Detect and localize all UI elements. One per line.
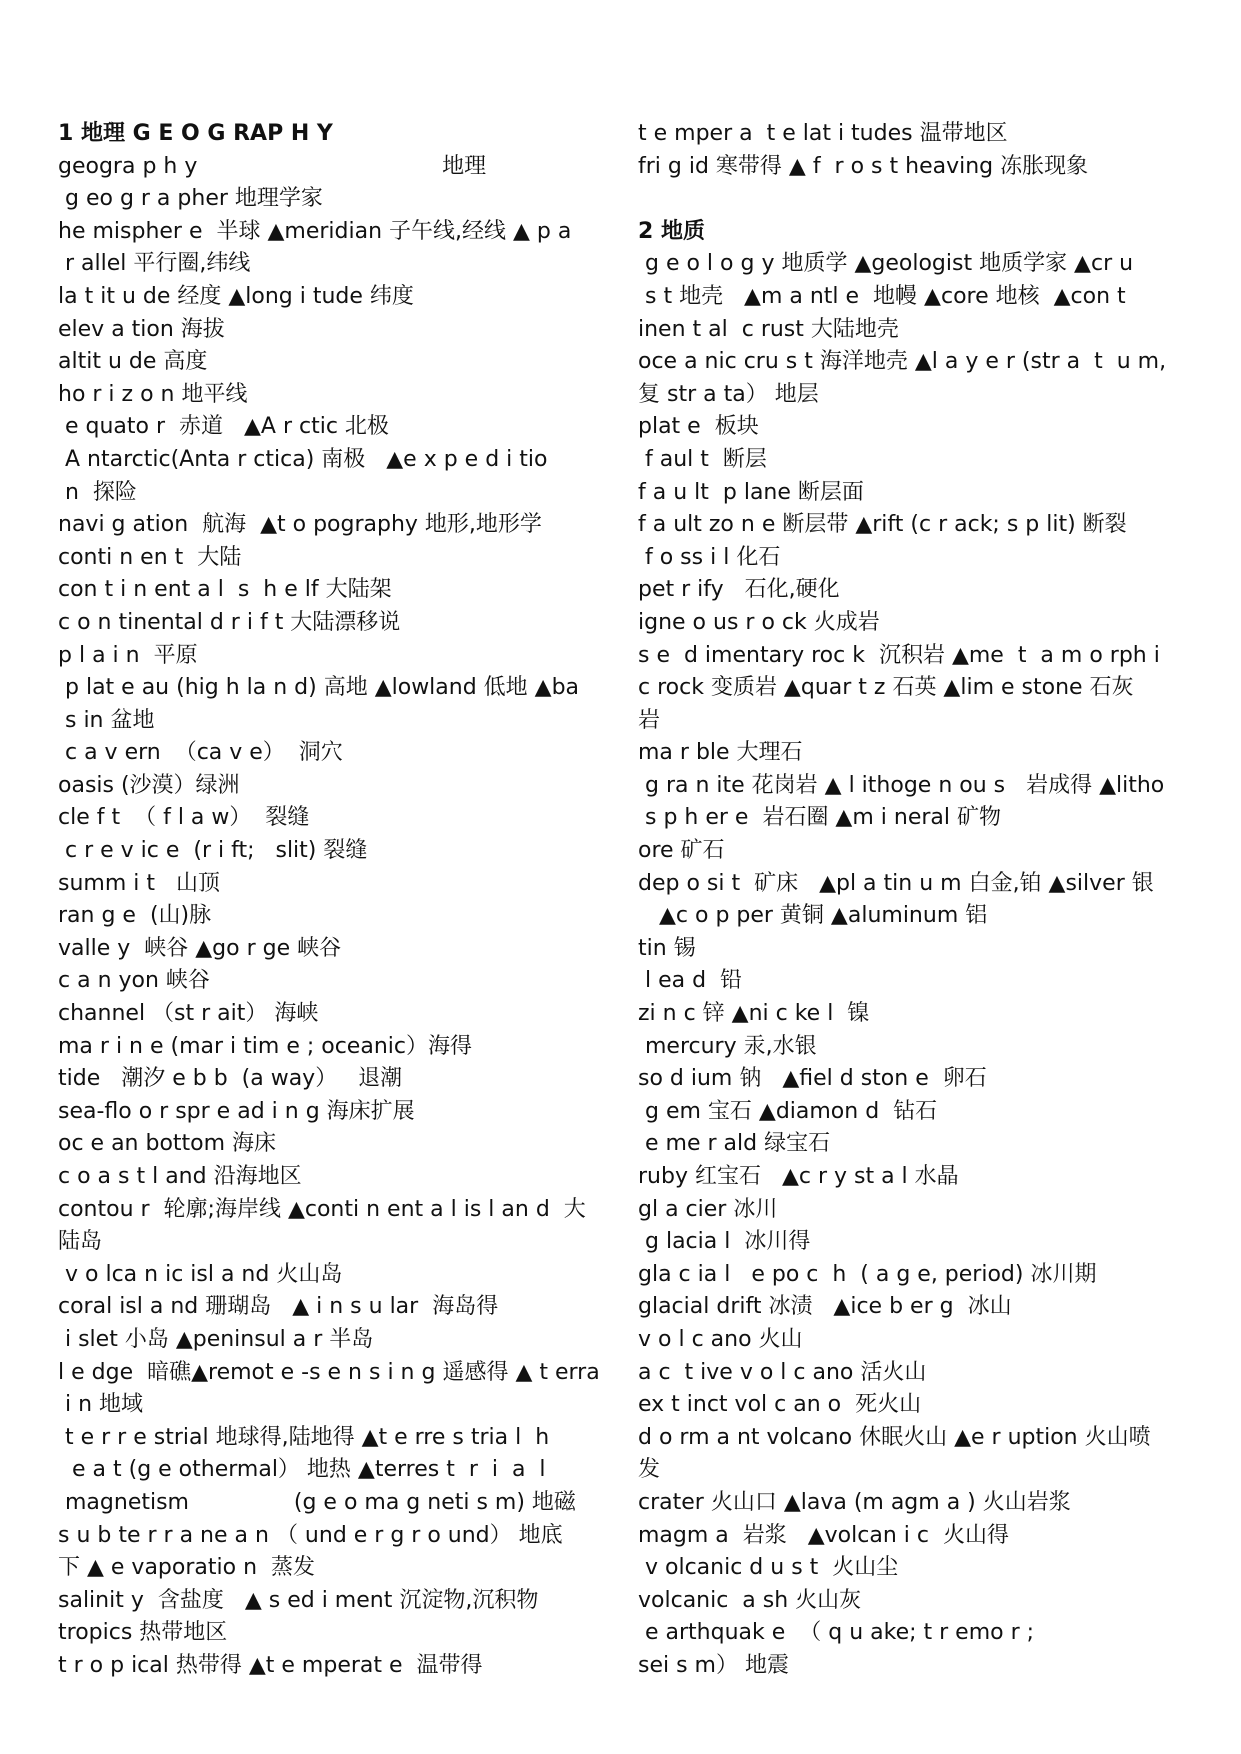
text-line: e quato r 赤道 ▲A r ctic 北极 (58, 414, 389, 440)
text-line: ran g e (山)脉 (58, 903, 212, 929)
text-line: s t 地壳 ▲m a ntl e 地幔 ▲core 地核 ▲con t (638, 283, 1126, 309)
text-line: ex t inct vol c an o 死火山 (638, 1392, 922, 1418)
text-line: geogra p h y 地理 (58, 153, 487, 179)
text-line: t r o p ical 热带得 ▲t e mperat e 温带得 (58, 1652, 483, 1678)
text-line: sei s m） 地震 (638, 1652, 789, 1678)
text-line: 1 地理 G E O G RAP H Y (58, 121, 333, 146)
text-line: f o ss i l 化石 (638, 544, 781, 570)
text-line: 发 (638, 1457, 661, 1483)
text-line: magm a 岩浆 ▲volcan i c 火山得 (638, 1522, 1009, 1548)
text-line: d o rm a nt volcano 休眠火山 ▲e r uption 火山喷 (638, 1424, 1151, 1450)
text-line: con t i n ent a l s h e lf 大陆架 (58, 577, 392, 603)
text-line: r allel 平行圈,纬线 (58, 251, 251, 277)
text-line: salinit y 含盐度 ▲ s ed i ment 沉淀物,沉积物 (58, 1587, 539, 1613)
text-line: la t it u de 经度 ▲long i tude 纬度 (58, 283, 414, 309)
text-line: inen t al c rust 大陆地壳 (638, 316, 899, 342)
text-line: coral isl a nd 珊瑚岛 ▲ i n s u lar 海岛得 (58, 1294, 499, 1320)
text-line: tide 潮汐 e b b (a way） 退潮 (58, 1066, 403, 1092)
text-line: c a v ern （ca v e） 洞穴 (58, 740, 343, 766)
text-line: ho r i z o n 地平线 (58, 381, 248, 407)
text-line: t e r r e strial 地球得,陆地得 ▲t e rre s tria l h (58, 1424, 550, 1450)
text-line: dep o si t 矿床 ▲pl a tin u m 白金,铂 ▲silver 银 (638, 870, 1154, 896)
text-line: c o a s t l and 沿海地区 (58, 1164, 302, 1189)
text-line: zi n c 锌 ▲ni c ke l 镍 (638, 1001, 870, 1027)
text-line: mercury 汞,水银 (638, 1033, 817, 1059)
text-line: glacial drift 冰渍 ▲ice b er g 冰山 (638, 1294, 1012, 1320)
text-line: so d ium 钠 ▲fiel d ston e 卵石 (638, 1066, 987, 1092)
text-line: pet r ify 石化,硬化 (638, 577, 840, 603)
text-line: igne o us r o ck 火成岩 (638, 609, 880, 635)
text-line: crater 火山口 ▲lava (m agm a ) 火山岩浆 (638, 1489, 1071, 1515)
text-line: s p h er e 岩石圈 ▲m i neral 矿物 (638, 805, 1001, 831)
text-line: elev a tion 海拔 (58, 316, 225, 342)
text-line: oasis (沙漠）绿洲 (58, 772, 240, 798)
text-line: f a ult zo n e 断层带 ▲rift (c r ack; s p lit) 断裂 (638, 512, 1127, 538)
text-line: v o lca n ic isl a nd 火山岛 (58, 1261, 343, 1287)
text-line: volcanic a sh 火山灰 (638, 1587, 862, 1613)
text-line: s in 盆地 (58, 707, 155, 733)
text-line: gla c ia l e po c h ( a g e, period) 冰川期 (638, 1261, 1097, 1287)
text-line: sea-flo o r spr e ad i n g 海床扩展 (58, 1098, 415, 1124)
text-line: g em 宝石 ▲diamon d 钻石 (638, 1098, 938, 1124)
text-line: l ea d 铅 (638, 968, 743, 994)
text-line: ma r ble 大理石 (638, 740, 803, 766)
text-line: ruby 红宝石 ▲c r y st a l 水晶 (638, 1164, 959, 1189)
text-line: c o n tinental d r i f t 大陆漂移说 (58, 609, 401, 635)
text-line (638, 183, 1183, 216)
text-line: 下 ▲ e vaporatio n 蒸发 (58, 1555, 316, 1581)
text-line: tropics 热带地区 (58, 1620, 228, 1646)
text-line: i slet 小岛 ▲peninsul a r 半岛 (58, 1326, 374, 1352)
text-line: valle y 峡谷 ▲go r ge 峡谷 (58, 935, 342, 961)
text-line: 陆岛 (58, 1229, 103, 1255)
text-line: magnetism (g e o ma g neti s m) 地磁 (58, 1489, 576, 1515)
text-line: A ntarctic(Anta r ctica) 南极 ▲e x p e d i tio (58, 446, 548, 472)
text-line: channel （st r ait） 海峡 (58, 1001, 319, 1027)
text-line: e me r ald 绿宝石 (638, 1131, 831, 1157)
text-line: ▲c o p per 黄铜 ▲aluminum 铝 (638, 903, 988, 929)
text-line: c rock 变质岩 ▲quar t z 石英 ▲lim e stone 石灰 (638, 675, 1134, 701)
text-line: p l a i n 平原 (58, 642, 198, 668)
text-line: 岩 (638, 707, 661, 733)
text-line: 2 地质 (638, 218, 705, 244)
text-line: c r e v ic e (r i ft; slit) 裂缝 (58, 838, 368, 864)
text-line: conti n en t 大陆 (58, 544, 242, 570)
text-line: ma r i n e (mar i tim e ; oceanic）海得 (58, 1033, 472, 1059)
text-line: e a t (g e othermal） 地热 ▲terres t r i a l (58, 1457, 546, 1483)
text-line: c a n yon 峡谷 (58, 968, 210, 994)
text-line: altit u de 高度 (58, 349, 208, 375)
text-line: p lat e au (hig h la n d) 高地 ▲lowland 低地 ▲ba (58, 675, 580, 701)
text-line: e arthquak e （ q u ake; t r emo r ; (638, 1620, 1035, 1646)
text-line: cle f t （ f l a w） 裂缝 (58, 805, 310, 831)
text-line: n 探险 (58, 479, 137, 505)
text-line: f a u lt p lane 断层面 (638, 479, 864, 505)
text-line: tin 锡 (638, 935, 696, 961)
text-line: s u b te r r a ne a n （ und e r g r o und） 地底 (58, 1522, 563, 1548)
text-line: g e o l o g y 地质学 ▲geologist 地质学家 ▲cr u (638, 251, 1134, 277)
text-line: v o l c ano 火山 (638, 1326, 803, 1352)
text-line: g lacia l 冰川得 (638, 1229, 811, 1255)
text-line: oc e an bottom 海床 (58, 1131, 277, 1157)
text-line: i n 地域 (58, 1392, 144, 1418)
text-line: s e d imentary roc k 沉积岩 ▲me t a m o rph i (638, 642, 1160, 668)
text-line: t e mper a t e lat i tudes 温带地区 (638, 121, 1008, 146)
text-line: summ i t 山顶 (58, 870, 220, 896)
text-line: f aul t 断层 (638, 446, 767, 472)
text-line: l e dge 暗礁▲remot e -s e n s i n g 遥感得 ▲ t erra (58, 1359, 600, 1385)
text-line: ore 矿石 (638, 838, 725, 864)
text-line: contou r 轮廓;海岸线 ▲conti n ent a l is l an d 大 (58, 1196, 586, 1222)
text-line: g eo g r a pher 地理学家 (58, 186, 323, 212)
right-column (638, 118, 1183, 1683)
text-line: he mispher e 半球 ▲meridian 子午线,经线 ▲ p a (58, 218, 572, 244)
text-line: oce a nic cru s t 海洋地壳 ▲l a y e r (str a t u m, (638, 349, 1167, 375)
text-line: 复 str a ta） 地层 (638, 381, 819, 407)
text-line: gl a cier 冰川 (638, 1196, 778, 1222)
left-column (58, 118, 603, 1683)
text-line: g ra n ite 花岗岩 ▲ l ithoge n ou s 岩成得 ▲litho (638, 772, 1165, 798)
text-line: fri g id 寒带得 ▲ f r o s t heaving 冻胀现象 (638, 153, 1089, 179)
text-line: plat e 板块 (638, 414, 759, 440)
text-line: a c t ive v o l c ano 活火山 (638, 1359, 927, 1385)
text-line: navi g ation 航海 ▲t o pography 地形,地形学 (58, 512, 542, 538)
text-line: v olcanic d u s t 火山尘 (638, 1555, 899, 1581)
